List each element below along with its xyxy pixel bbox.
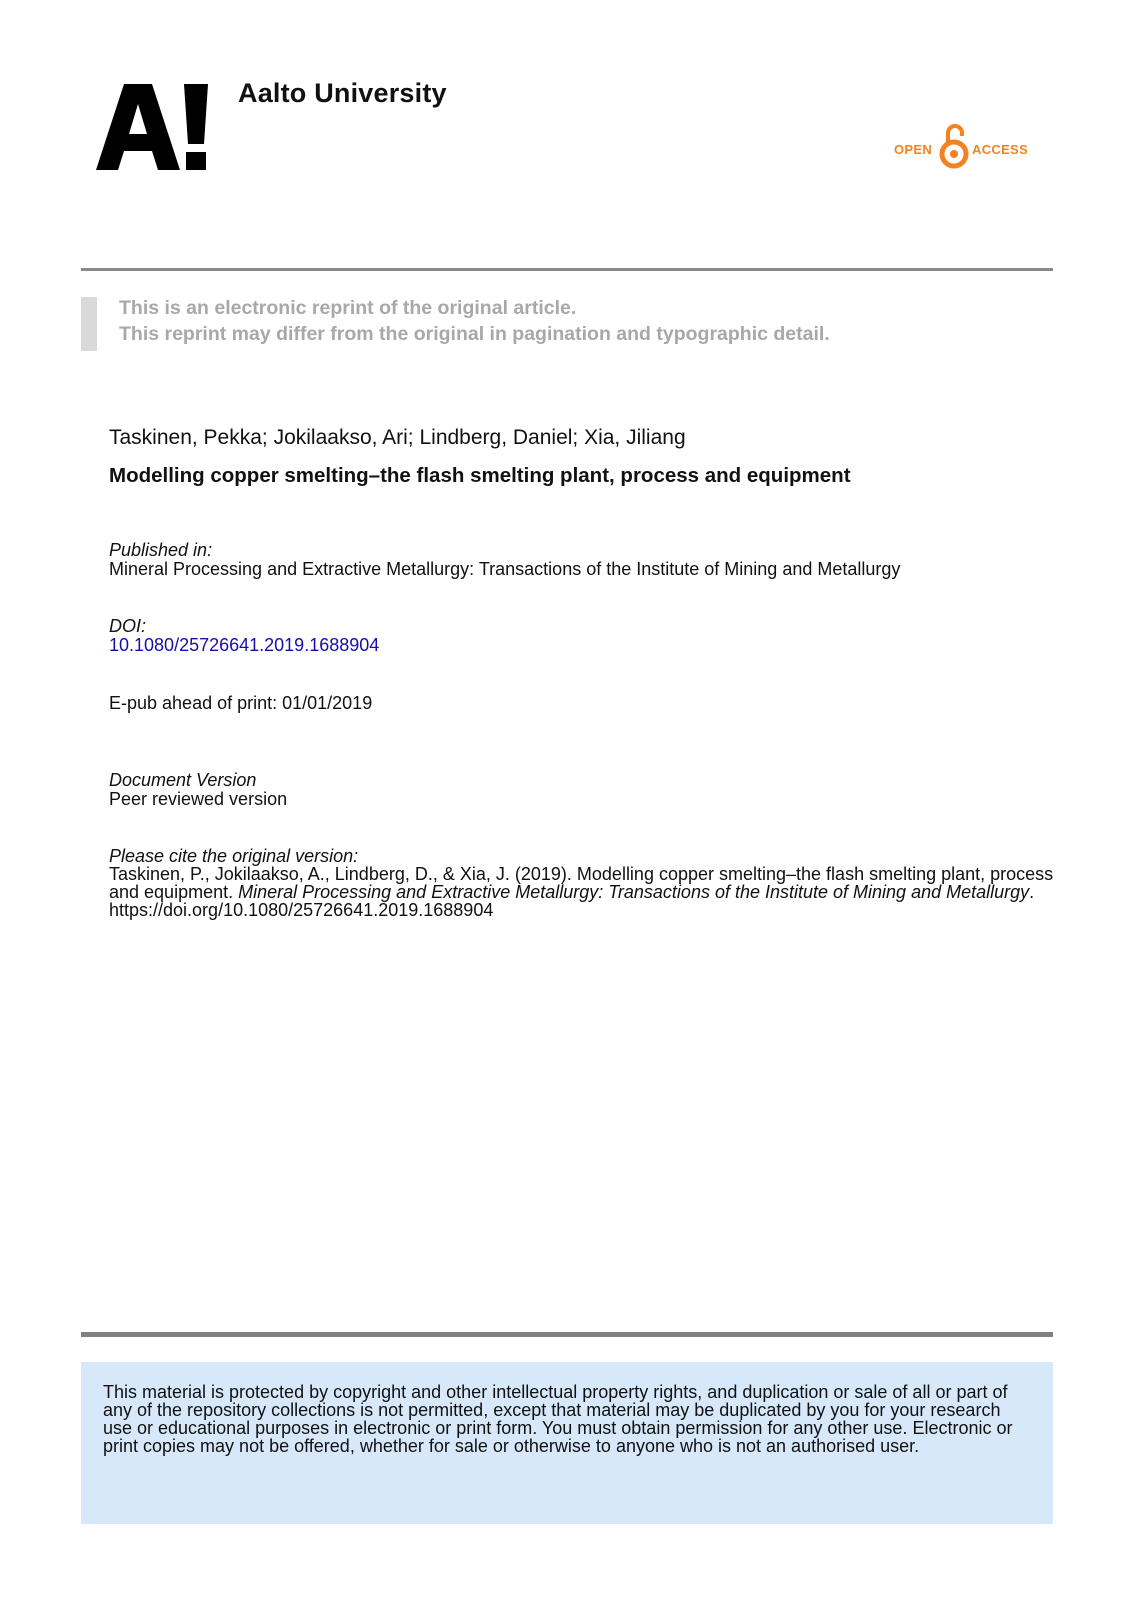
article-title: Modelling copper smelting–the flash smelting plant, process and equipment bbox=[109, 464, 851, 487]
bottom-divider bbox=[81, 1332, 1053, 1337]
copyright-text: This material is protected by copyright and other intellectual property rights, and duplication or sale of all or part of any of the repository collections is not permitted, except that material may be duplicated by you for your research use or educational purposes in electronic or print form. You must obtain permission for any other use. Electronic or print copies may not be offered, whether for sale or otherwise to anyone who is not an authorised user. bbox=[103, 1382, 1013, 1456]
notice-line-2: This reprint may differ from the original in pagination and typographic detail. bbox=[119, 323, 830, 345]
citation-journal: Mineral Processing and Extractive Metallurgy: Transactions of the Institute of Mining and Metallurgy bbox=[238, 882, 1030, 902]
doi-link[interactable]: 10.1080/25726641.2019.1688904 bbox=[109, 635, 380, 655]
epub-date: E-pub ahead of print: 01/01/2019 bbox=[109, 693, 373, 713]
open-access-access-label: ACCESS bbox=[972, 142, 1028, 157]
published-value: Mineral Processing and Extractive Metallurgy: Transactions of the Institute of Mining and Metallurgy bbox=[109, 559, 901, 579]
notice-bar bbox=[81, 297, 97, 351]
citation bbox=[109, 865, 1064, 919]
open-lock-icon bbox=[938, 121, 970, 171]
authors: Taskinen, Pekka; Jokilaakso, Ari; Lindberg, Daniel; Xia, Jiliang bbox=[109, 426, 686, 449]
document-version-value: Peer reviewed version bbox=[109, 789, 288, 809]
document-version-label: Document Version bbox=[109, 770, 257, 790]
open-access-open-label: OPEN bbox=[894, 142, 933, 157]
doi-label: DOI: bbox=[109, 616, 147, 636]
citation-plain: Taskinen, P., Jokilaakso, A., Lindberg, D., & Xia, J. (2019). Modelling copper smelting–the flash smelting plant, process and equipment. bbox=[109, 864, 1054, 902]
cite-label: Please cite the original version: bbox=[109, 846, 359, 866]
aalto-logo-icon bbox=[96, 84, 212, 170]
logo-text: Aalto University bbox=[238, 78, 447, 108]
citation-tail: . https://doi.org/10.1080/25726641.2019.1688904 bbox=[109, 882, 1035, 920]
open-access-badge bbox=[894, 121, 1028, 171]
notice-line-1: This is an electronic reprint of the original article. bbox=[119, 297, 577, 319]
published-label: Published in: bbox=[109, 540, 213, 560]
top-divider bbox=[81, 268, 1053, 271]
